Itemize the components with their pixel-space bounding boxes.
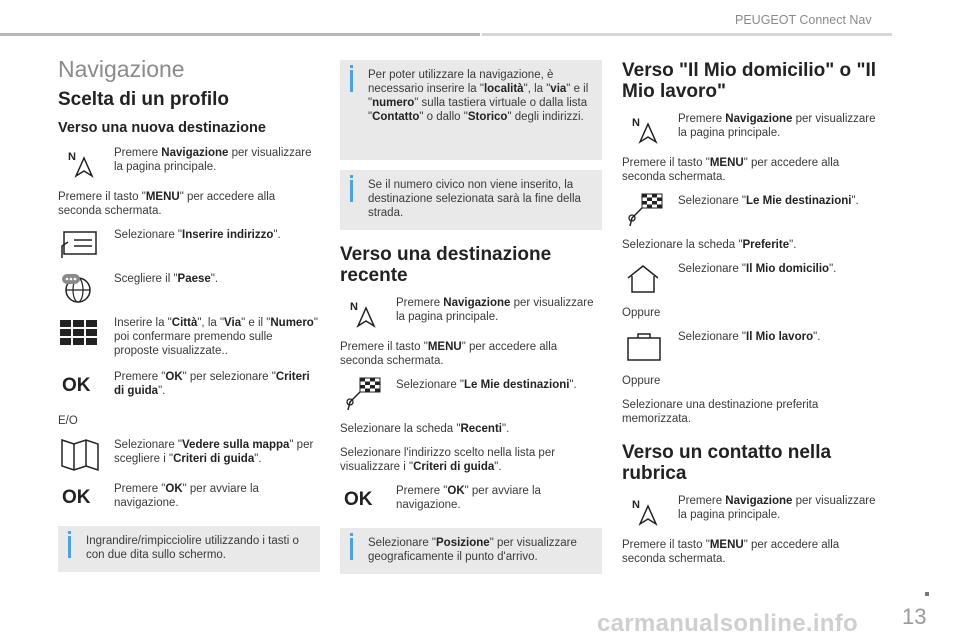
- destination-flag-icon: [622, 194, 678, 226]
- step-ok-start: [58, 482, 320, 514]
- step-text: Premere Navigazione per visualizzare la pagina principale.: [678, 113, 876, 139]
- briefcase-icon: [622, 330, 678, 362]
- step-text: Selezionare "Il Mio lavoro".: [678, 331, 821, 343]
- page-marker: [925, 592, 929, 596]
- step-text: Selezionare "Le Mie destinazioni".: [678, 195, 859, 207]
- step-navigation: [622, 112, 884, 144]
- step-text: Selezionare "Le Mie destinazioni".: [396, 379, 577, 391]
- recent-tab-paragraph: Selezionare la scheda "Recenti".: [340, 423, 510, 435]
- navigation-arrow-icon: [622, 112, 678, 144]
- navigation-arrow-icon: [622, 494, 678, 526]
- step-text: Inserire la "Città", la "Via" e il "Numero" poi confermare premendo sulle proposte visualizzate..: [114, 317, 318, 357]
- step-text: Selezionare "Inserire indirizzo".: [114, 229, 281, 241]
- column-2: [340, 60, 602, 584]
- header-rule-right: [482, 33, 892, 36]
- or-label: Oppure: [622, 307, 661, 319]
- step-text: Premere Navigazione per visualizzare la pagina principale.: [396, 297, 594, 323]
- svg-text:N: N: [68, 151, 76, 163]
- subsection-title: Verso una nuova destinazione: [58, 120, 266, 136]
- menu-paragraph: Premere il tasto "MENU" per accedere alla seconda schermata.: [622, 539, 840, 565]
- svg-text:N: N: [632, 117, 640, 129]
- navigation-arrow-icon: [58, 146, 114, 178]
- page-title: Navigazione: [58, 56, 185, 82]
- ok-icon: OK: [62, 375, 91, 396]
- section-title: Verso una destinazione recente: [340, 244, 552, 286]
- menu-paragraph: Premere il tasto "MENU" per accedere alla seconda schermata.: [340, 341, 558, 367]
- step-work: [622, 330, 884, 362]
- step-navigation: [622, 494, 884, 526]
- step-address: [58, 228, 320, 260]
- ok-icon: OK: [344, 489, 373, 510]
- home-icon: [622, 262, 678, 294]
- info-note: Se il numero civico non viene inserito, la destinazione selezionata sarà la fine della strada.: [340, 170, 602, 230]
- and-or-label: E/O: [58, 415, 78, 427]
- step-home: [622, 262, 884, 294]
- svg-text:N: N: [632, 499, 640, 511]
- step-text: Premere "OK" per avviare la navigazione.: [114, 483, 259, 509]
- select-address-paragraph: Selezionare l'indirizzo scelto nella lista per visualizzare i "Criteri di guida".: [340, 447, 556, 473]
- info-note: Ingrandire/rimpicciolire utilizzando i tasti o con due dita sullo schermo.: [58, 526, 320, 572]
- country-globe-icon: [58, 272, 114, 304]
- keyboard-icon: [58, 316, 114, 348]
- step-text: Premere Navigazione per visualizzare la pagina principale.: [678, 495, 876, 521]
- step-navigation: [58, 146, 320, 178]
- svg-text:N: N: [350, 301, 358, 313]
- or-label: Oppure: [622, 375, 661, 387]
- step-destinations: [340, 378, 602, 410]
- brand-label: PEUGEOT Connect Nav: [735, 13, 872, 27]
- step-text: Premere "OK" per selezionare "Criteri di guida".: [114, 371, 310, 397]
- page-number: 13: [902, 604, 927, 629]
- step-map: [58, 438, 320, 470]
- destination-flag-icon: [340, 378, 396, 410]
- step-navigation: [340, 296, 602, 328]
- menu-paragraph: Premere il tasto "MENU" per accedere alla seconda schermata.: [58, 191, 276, 217]
- step-ok-start: [340, 484, 602, 516]
- header-rule: [0, 33, 480, 36]
- ok-icon: OK: [62, 487, 91, 508]
- step-destinations: [622, 194, 884, 226]
- navigation-arrow-icon: [340, 296, 396, 328]
- step-country: [58, 272, 320, 304]
- step-text: Selezionare "Il Mio domicilio".: [678, 263, 837, 275]
- column-3: [622, 52, 884, 576]
- step-ok-select: [58, 370, 320, 402]
- info-icon: [350, 65, 353, 68]
- menu-paragraph: Premere il tasto "MENU" per accedere alla seconda schermata.: [622, 157, 840, 183]
- step-text: Scegliere il "Paese".: [114, 273, 219, 285]
- info-icon: [350, 175, 353, 178]
- favorite-paragraph: Selezionare una destinazione preferita memorizzata.: [622, 399, 819, 425]
- address-entry-icon: [58, 228, 114, 260]
- step-city: [58, 316, 320, 358]
- step-text: Premere Navigazione per visualizzare la pagina principale.: [114, 147, 312, 173]
- info-icon: [350, 533, 353, 536]
- section-title: Scelta di un profilo: [58, 89, 230, 110]
- section-title: Verso un contatto nella rubrica: [622, 442, 832, 484]
- step-text: Premere "OK" per avviare la navigazione.: [396, 485, 541, 511]
- info-icon: [68, 531, 71, 534]
- info-note: Per poter utilizzare la navigazione, è necessario inserire la "località", la "via" e il "numero" sulla tastiera virtuale o dalla lista "Contatto" o dallo "Storico" degli indirizzi.: [340, 60, 602, 160]
- favorites-tab-paragraph: Selezionare la scheda "Preferite".: [622, 239, 797, 251]
- step-text: Selezionare "Vedere sulla mappa" per scegliere i "Criteri di guida".: [114, 439, 314, 465]
- section-title: Verso "Il Mio domicilio" o "Il Mio lavoro": [622, 60, 877, 102]
- column-1: [58, 52, 320, 582]
- watermark: carmanualsonline.info: [597, 610, 859, 637]
- info-note: Selezionare "Posizione" per visualizzare geograficamente il punto d'arrivo.: [340, 528, 602, 574]
- map-icon: [58, 438, 114, 470]
